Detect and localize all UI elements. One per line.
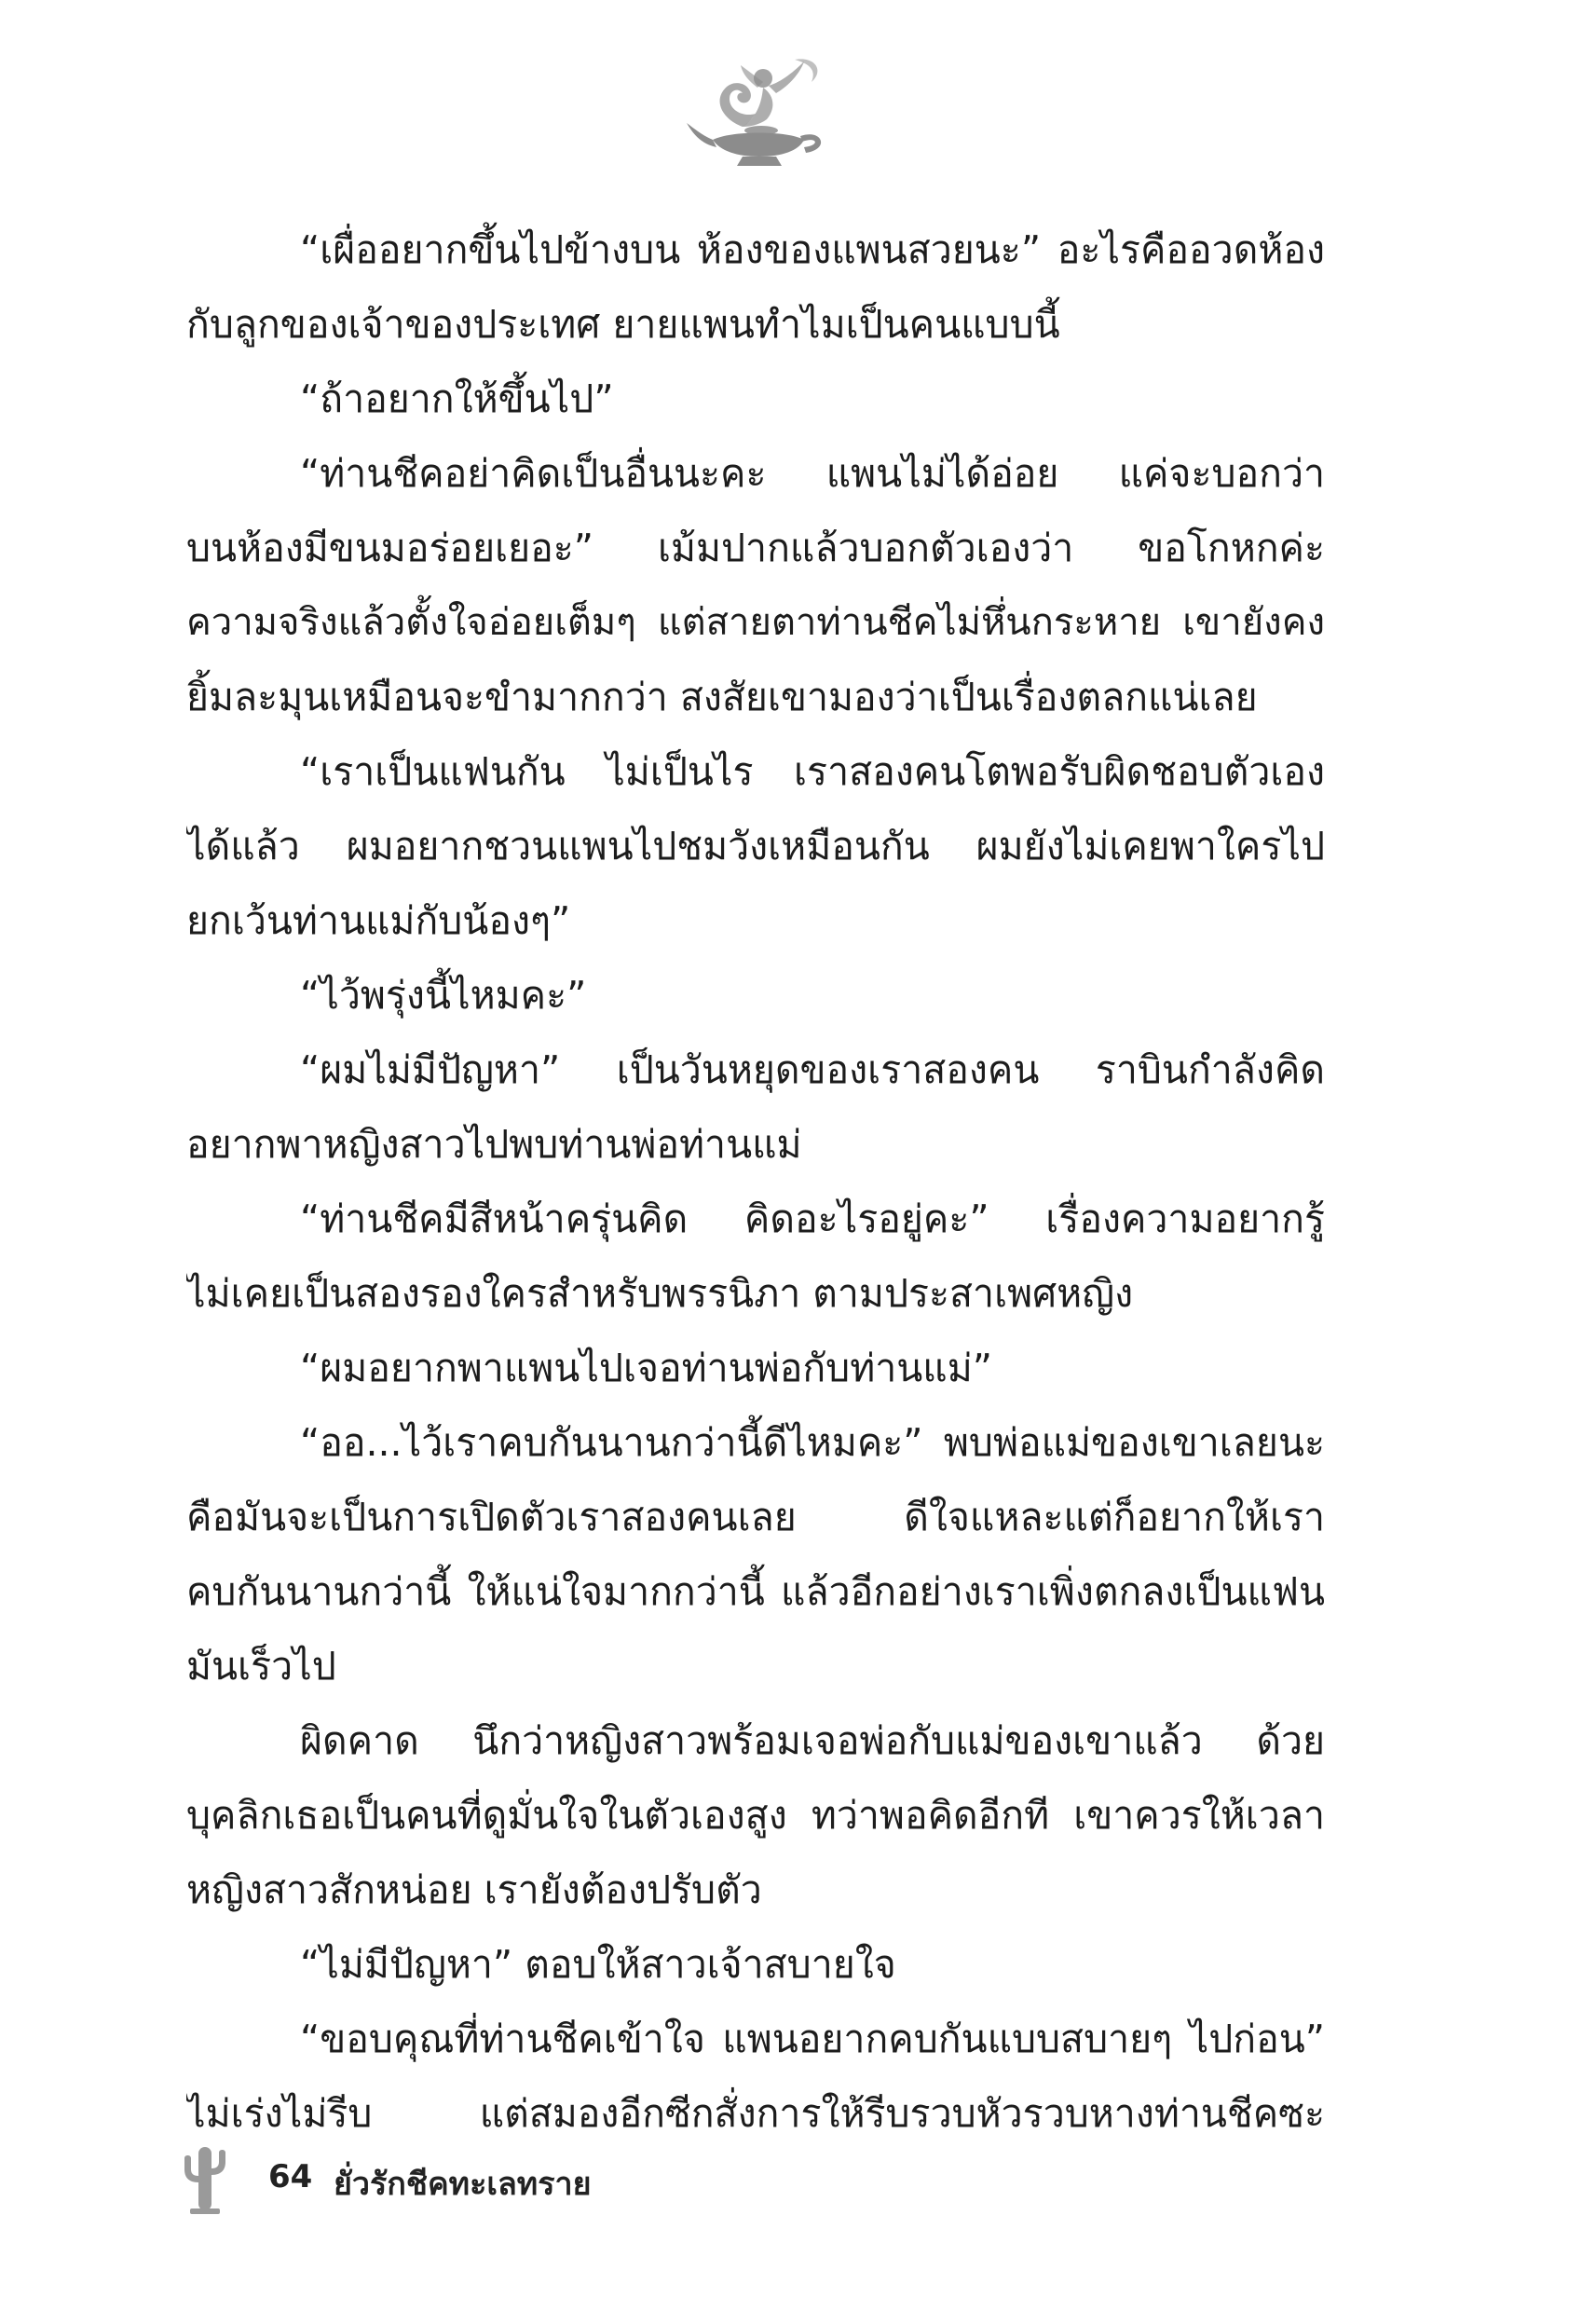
text-line: ได้แล้ว ผมอยากชวนแพนไปชมวังเหมือนกัน ผมยังไม่เคยพาใครไป (186, 824, 1325, 868)
text-line: “เผื่ออยากขึ้นไปข้างบน ห้องของแพนสวยนะ” อะไรคืออวดห้อง (300, 227, 1325, 272)
text-line: ยิ้มละมุนเหมือนจะขำมากกว่า สงสัยเขามองว่าเป็นเรื่องตลกแน่เลย (186, 675, 1258, 719)
text-line: บุคลิกเธอเป็นคนที่ดูมั่นใจในตัวเองสูง ทว่าพอคิดอีกที เขาควรให้เวลา (186, 1793, 1325, 1838)
text-line: “เราเป็นแฟนกัน ไม่เป็นไร เราสองคนโตพอรับผิดชอบตัวเอง (300, 749, 1325, 794)
text-line: ไม่เร่งไม่รีบ แต่สมองอีกซีกสั่งการให้รีบรวบหัวรวบหางท่านชีคซะ (186, 2091, 1325, 2136)
text-line: บนห้องมีขนมอร่อยเยอะ” เม้มปากแล้วบอกตัวเองว่า ขอโกหกค่ะ (186, 526, 1325, 570)
text-line: ยกเว้นท่านแม่กับน้องๆ” (186, 898, 571, 943)
cactus-icon (177, 2141, 233, 2216)
text-line: “ขอบคุณที่ท่านชีคเข้าใจ แพนอยากคบกันแบบสบายๆ ไปก่อน” (300, 2017, 1325, 2061)
text-line: “ผมไม่มีปัญหา” เป็นวันหยุดของเราสองคน ราบินกำลังคิด (300, 1047, 1325, 1092)
text-line: กับลูกของเจ้าของประเทศ ยายแพนทำไมเป็นคนแบบนี้ (186, 302, 1060, 347)
page-footer (177, 2141, 829, 2216)
text-line: ไม่เคยเป็นสองรองใครสำหรับพรรนิภา ตามประสาเพศหญิง (186, 1271, 1134, 1316)
text-line: อยากพาหญิงสาวไปพบท่านพ่อท่านแม่ (186, 1122, 802, 1167)
text-line: ความจริงแล้วตั้งใจอ่อยเต็มๆ แต่สายตาท่านชีคไม่หึ่นกระหาย เขายังคง (186, 601, 1325, 644)
text-line: คบกันนานกว่านี้ ให้แน่ใจมากกว่านี้ แล้วอีกอย่างเราเพิ่งตกลงเป็นแฟน (186, 1569, 1325, 1614)
text-line: “ไม่มีปัญหา” ตอบให้สาวเจ้าสบายใจ (300, 1942, 896, 1987)
body-text (186, 212, 1325, 2151)
text-line: “ท่านชีคมีสีหน้าครุ่นคิด คิดอะไรอยู่คะ” เรื่องความอยากรู้ (300, 1197, 1325, 1241)
text-line: คือมันจะเป็นการเปิดตัวเราสองคนเลย ดีใจแหละแต่ก็อยากให้เรา (186, 1495, 1325, 1539)
text-line: “ออ...ไว้เราคบกันนานกว่านี้ดีไหมคะ” พบพ่อแม่ของเขาเลยนะ (300, 1420, 1325, 1465)
book-title: ยั่วรักชีคทะเลทราย (334, 2166, 592, 2203)
genie-lamp-icon (685, 54, 834, 171)
text-line: มันเร็วไป (186, 1644, 336, 1689)
text-line: “ผมอยากพาแพนไปเจอท่านพ่อกับท่านแม่” (300, 1346, 992, 1390)
text-line: หญิงสาวสักหน่อย เรายังต้องปรับตัว (186, 1867, 762, 1912)
text-line: “ถ้าอยากให้ขึ้นไป” (300, 376, 614, 421)
text-line: “ไว้พรุ่งนี้ไหมคะ” (300, 973, 587, 1018)
text-line: “ท่านชีคอย่าคิดเป็นอื่นนะคะ แพนไม่ได้อ่อย แค่จะบอกว่า (300, 451, 1325, 496)
page-number: 64 (268, 2158, 313, 2195)
text-line: ผิดคาด นึกว่าหญิงสาวพร้อมเจอพ่อกับแม่ของเขาแล้ว ด้วย (300, 1718, 1325, 1763)
